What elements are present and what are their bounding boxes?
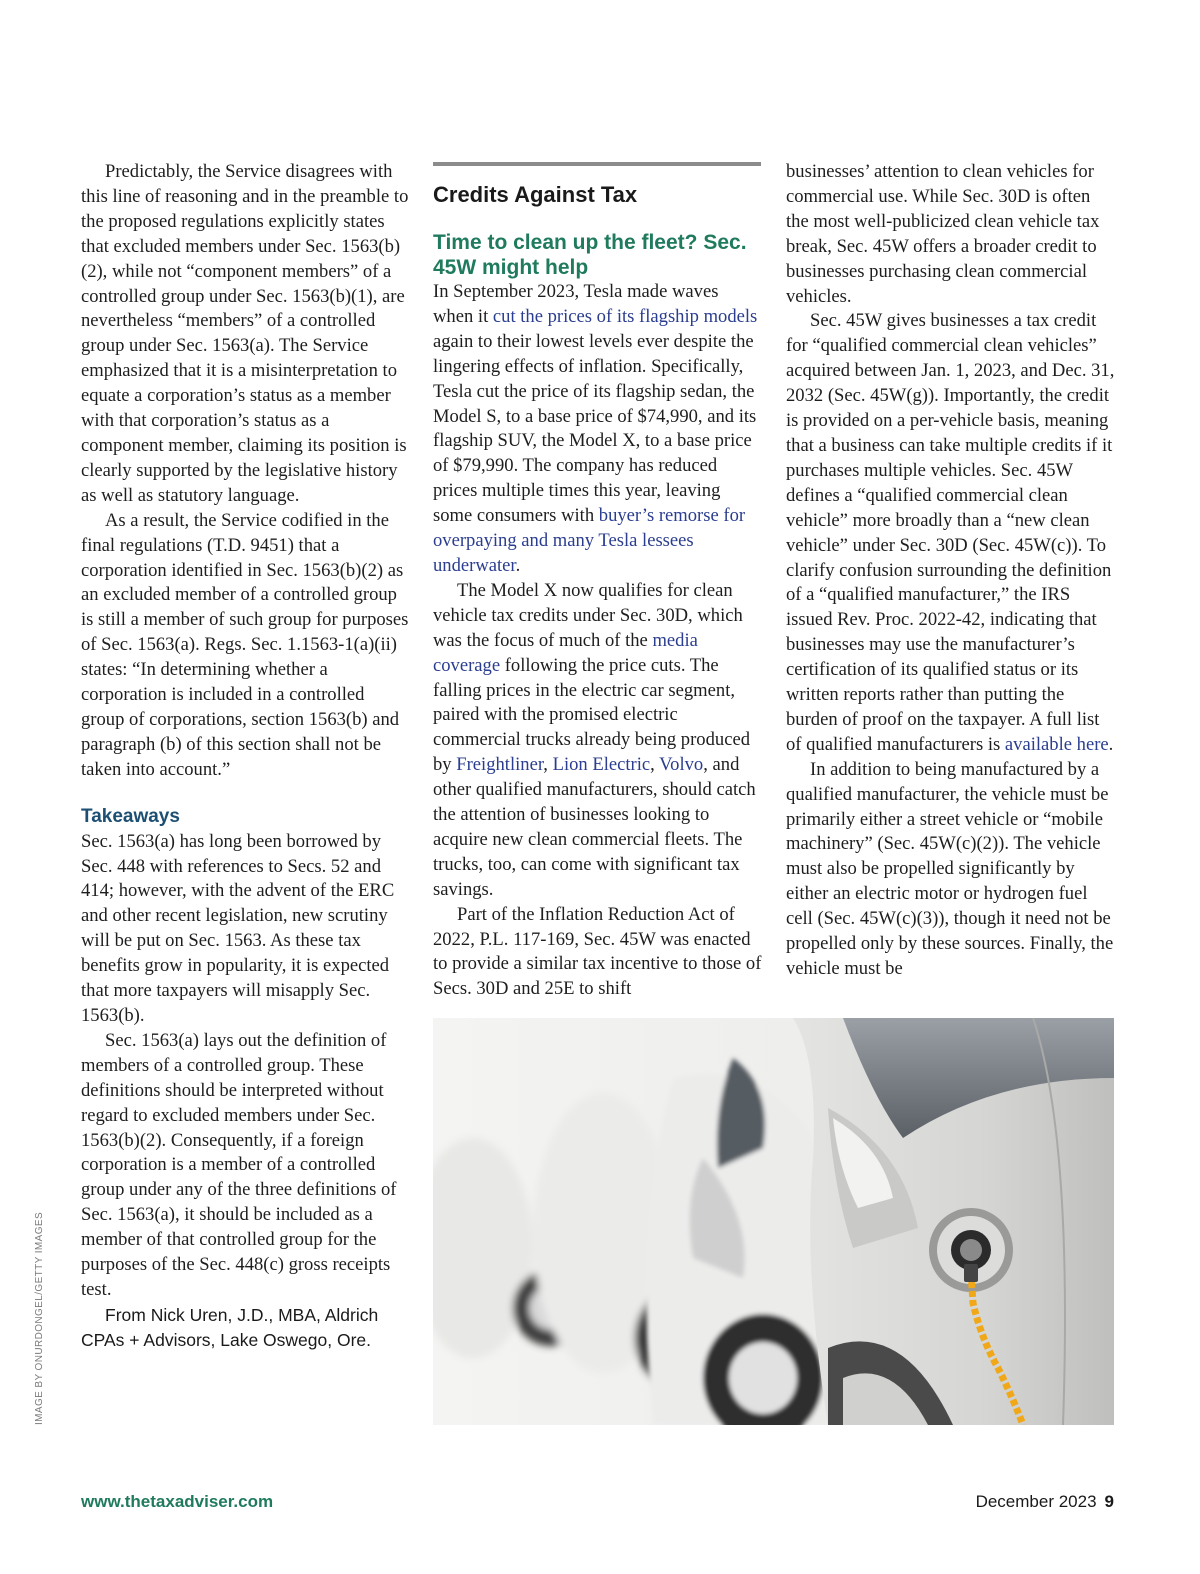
link-tesla-price-cut[interactable]: cut the prices of its flagship models <box>492 305 758 327</box>
link-volvo[interactable]: Volvo <box>659 754 704 776</box>
link-freightliner[interactable]: Freightliner <box>456 754 544 776</box>
image-credit: IMAGE BY ONURDONGEL/GETTY IMAGES <box>34 1211 45 1425</box>
link-lion-electric[interactable]: Lion Electric <box>552 754 651 776</box>
paragraph: Sec. 1563(a) has long been borrowed by Sec. 448 with references to Secs. 52 and 414; however, with the advent of the ERC and other recent legislation, new scrutiny will be put on Sec. 1563. As these tax benefits grow in popularity, it is expected that more taxpayers will misapply Sec. 1563(b). <box>81 830 395 1026</box>
section-heading: Credits Against Tax <box>433 182 638 207</box>
author-byline: From Nick Uren, J.D., MBA, Aldrich CPAs + Advisors, Lake Oswego, Ore. <box>81 1304 379 1350</box>
column-middle <box>433 162 763 1002</box>
paragraph: businesses’ attention to clean vehicles for commercial use. While Sec. 30D is often the most well-publicized clean vehicle tax break, Sec. 45W offers a broader credit to businesses purchasing clean commercial vehicles. <box>786 161 1100 307</box>
paragraph: In September 2023, Tesla made waves when it cut the prices of its flagship models again to their lowest levels ever despite the lingering effects of inflation. Specifically, Tesla cut the price of its flagship sedan, the Model S, to a base price of $74,990, and its flagship SUV, the Model X, to a base price of $79,990. The company has reduced prices multiple times this year, leaving some consumers with buyer’s remorse for overpaying and many Tesla lessees underwater. <box>433 281 758 576</box>
footer-date-page <box>976 1492 1114 1512</box>
paragraph: Sec. 1563(a) lays out the definition of members of a controlled group. These definitions should be interpreted without regard to excluded members under Sec. 1563(b)(2). Consequently, if a foreign corporation is a member of a controlled group under any of the three definitions of Sec. 1563(a), it should be included as a member of that controlled group for the purposes of the Sec. 448(c) gross receipts test. <box>81 1029 397 1300</box>
takeaways-heading: Takeaways <box>81 805 180 827</box>
paragraph: Part of the Inflation Reduction Act of 2022, P.L. 117-169, Sec. 45W was enacted to provide a similar tax incentive to those of Secs. 30D and 25E to shift <box>433 903 762 1000</box>
issue-date: December 2023 <box>975 1492 1097 1511</box>
paragraph: Predictably, the Service disagrees with this line of reasoning and in the preamble to the proposed regulations explicitly states that excluded members under Sec. 1563(b)(2), while not “component members” of a controlled group under Sec. 1563(b)(1), are nevertheless “members” of a controlled group under Sec. 1563(a). The Service emphasized that it is a misinterpretation to equate a corporation’s status as a member with that corporation’s status as a component member, claiming its position is clearly supported by the legislative history as well as statutory language. <box>81 161 409 506</box>
paragraph: As a result, the Service codified in the final regulations (T.D. 9451) that a corporation identified in Sec. 1563(b)(2) as an excluded member of a controlled group is still a member of such group for purposes of Sec. 1563(a). Regs. Sec. 1.1563-1(a)(ii) states: “In determining whether a corporation is included in a controlled group of corporations, section 1563(b) and paragraph (b) of this section shall not be taken into account.” <box>81 509 409 780</box>
ev-charging-illustration <box>433 1018 1114 1425</box>
article-subheading: Time to clean up the fleet? Sec. 45W might help <box>433 231 747 279</box>
link-buyers-remorse[interactable]: buyer’s remorse for overpaying and many Tesla lessees underwater <box>433 505 746 576</box>
page-number: 9 <box>1104 1492 1114 1511</box>
column-right <box>786 160 1116 982</box>
paragraph: In addition to being manufactured by a qualified manufacturer, the vehicle must be primarily either a street vehicle or “mobile machinery” (Sec. 45W(c)(2)). The vehicle must also be propelled significantly by either an electric motor or hydrogen fuel cell (Sec. 45W(c)(3)), though it need not be propelled only by these sources. Finally, the vehicle must be <box>786 758 1114 979</box>
front-car <box>793 1018 1114 1425</box>
section-rule <box>433 162 761 166</box>
paragraph: Sec. 45W gives businesses a tax credit for “qualified commercial clean vehicles” acquired between Jan. 1, 2023, and Dec. 31, 2032 (Sec. 45W(g)). Importantly, the credit is provided on a per-vehicle basis, meaning that a business can take multiple credits if it purchases multiple vehicles. Sec. 45W defines a “qualified commercial clean vehicle” more broadly than a “new clean vehicle” under Sec. 30D (Sec. 45W(c)). To clarify confusion surrounding the definition of a “qualified manufacturer,” the IRS issued Rev. Proc. 2022-42, indicating that businesses may use the manufacturer’s certification of its qualified status or its written reports rather than putting the burden of proof on the taxpayer. A full list of qualified manufacturers is available here. <box>786 310 1115 755</box>
paragraph: The Model X now qualifies for clean vehicle tax credits under Sec. 30D, which was the focus of much of the media coverage following the price cuts. The falling prices in the electric car segment, paired with the promised electric commercial trucks already being produced by Freightliner, Lion Electric, Volvo, and other qualified manufacturers, should catch the attention of businesses looking to acquire new clean commercial fleets. The trucks, too, can come with significant tax savings. <box>433 579 756 900</box>
footer-website-link[interactable]: www.thetaxadviser.com <box>81 1492 274 1511</box>
link-available-here[interactable]: available here <box>1004 733 1109 755</box>
link-media-coverage[interactable]: media coverage <box>433 629 698 676</box>
ev-charging-photo <box>433 1018 1114 1425</box>
column-left <box>81 160 411 1353</box>
